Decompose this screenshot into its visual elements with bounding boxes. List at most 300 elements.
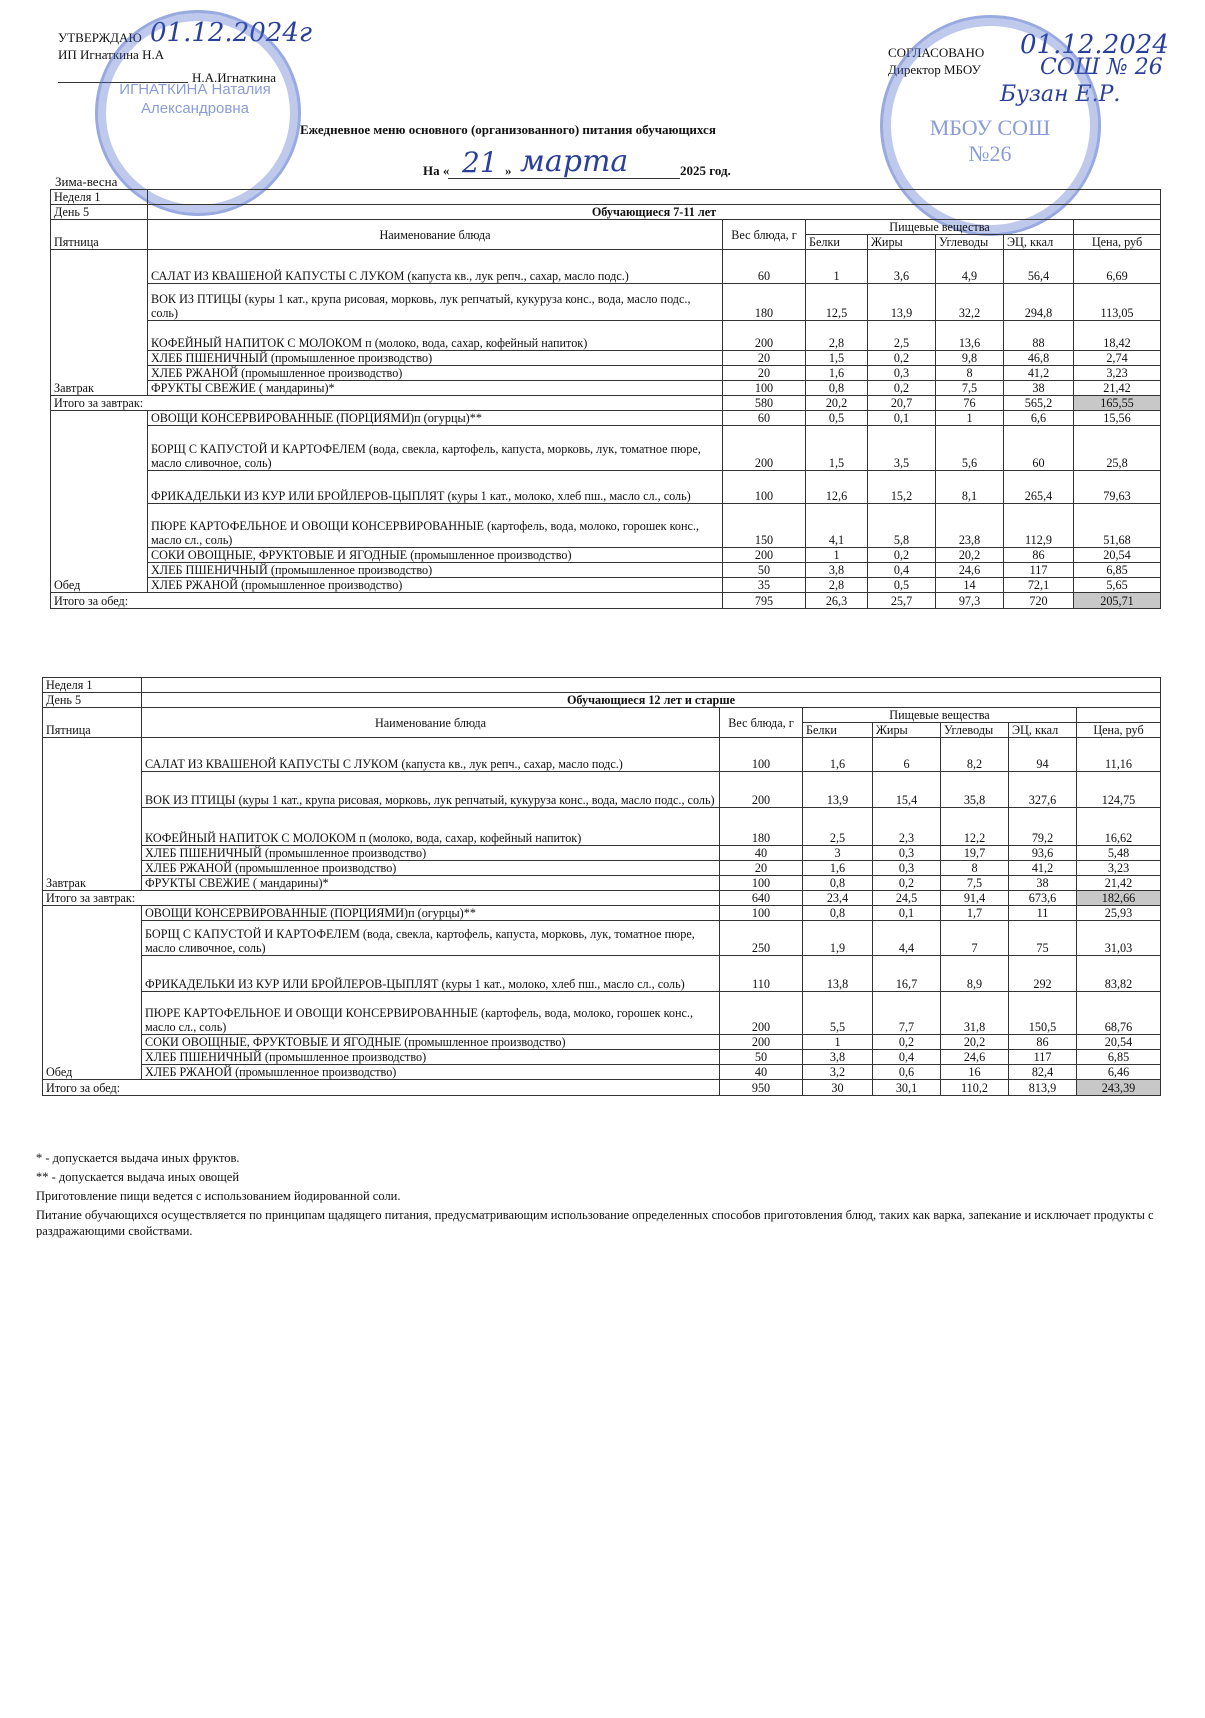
- breakfast-item-row: [43, 846, 1161, 861]
- fat-cell: 0,2: [873, 876, 941, 891]
- energy-cell: 117: [1009, 1050, 1077, 1065]
- carbs-cell: 110,2: [941, 1080, 1009, 1096]
- breakfast-item-row: [51, 284, 1161, 321]
- fat-cell: 4,4: [873, 921, 941, 956]
- lunch-item-row: [43, 1035, 1161, 1050]
- protein-cell: 3: [803, 846, 873, 861]
- weight-cell: 40: [720, 1065, 803, 1080]
- date-mid: »: [505, 163, 512, 178]
- price-cell: 113,05: [1074, 284, 1161, 321]
- carbs-column-header: Углеводы: [936, 235, 1004, 250]
- approve-left-sign: Н.А.Игнаткина: [192, 70, 277, 85]
- breakfast-item-row: [51, 381, 1161, 396]
- fat-cell: 15,2: [868, 471, 936, 504]
- carbs-cell: 91,4: [941, 891, 1009, 906]
- price-cell: 165,55: [1074, 396, 1161, 411]
- date-day: 21: [462, 146, 498, 179]
- fat-cell: 7,7: [873, 992, 941, 1035]
- price-cell: 79,63: [1074, 471, 1161, 504]
- breakfast-item-row: [51, 351, 1161, 366]
- weight-cell: 100: [720, 906, 803, 921]
- page-title: Ежедневное меню основного (организованного) питания обучающихся: [300, 122, 716, 137]
- dish-name: ВОК ИЗ ПТИЦЫ (куры 1 кат., крупа рисовая, морковь, лук репчатый, кукуруза конс., вода, масло подс., соль): [148, 284, 723, 321]
- carbs-cell: 14: [936, 578, 1004, 593]
- protein-cell: 2,8: [806, 321, 868, 351]
- price-cell: 11,16: [1077, 738, 1161, 772]
- weight-cell: 20: [723, 351, 806, 366]
- carbs-cell: 9,8: [936, 351, 1004, 366]
- approve-right-handwritten-sign: Бузан Е.Р.: [1000, 82, 1121, 107]
- energy-cell: 82,4: [1009, 1065, 1077, 1080]
- breakfast-total-row: [43, 891, 1161, 906]
- name-column-header: Наименование блюда: [142, 708, 720, 738]
- fat-cell: 0,1: [873, 906, 941, 921]
- dish-name: ХЛЕБ ПШЕНИЧНЫЙ (промышленное производство): [142, 846, 720, 861]
- energy-cell: 292: [1009, 956, 1077, 992]
- carbs-cell: 32,2: [936, 284, 1004, 321]
- energy-cell: 265,4: [1004, 471, 1074, 504]
- fat-cell: 0,2: [868, 381, 936, 396]
- dish-name: БОРЩ С КАПУСТОЙ И КАРТОФЕЛЕМ (вода, свекла, картофель, капуста, морковь, лук, томатное пюре, масло сливочное, соль): [142, 921, 720, 956]
- carbs-cell: 19,7: [941, 846, 1009, 861]
- fat-cell: 0,3: [868, 366, 936, 381]
- lunch-label: Обед: [43, 906, 142, 1080]
- weight-cell: 20: [720, 861, 803, 876]
- lunch-total-label: Итого за обед:: [51, 593, 723, 609]
- protein-cell: 13,8: [803, 956, 873, 992]
- energy-column-header: ЭЦ, ккал: [1004, 235, 1074, 250]
- carbs-cell: 8,9: [941, 956, 1009, 992]
- fat-cell: 5,8: [868, 504, 936, 548]
- footnote-vegetables: ** - допускается выдача иных овощей: [36, 1170, 240, 1184]
- price-cell: 5,65: [1074, 578, 1161, 593]
- breakfast-item-row: [43, 772, 1161, 808]
- fat-cell: 16,7: [873, 956, 941, 992]
- lunch-item-row: [51, 563, 1161, 578]
- weight-cell: 250: [720, 921, 803, 956]
- breakfast-item-row: [51, 366, 1161, 381]
- weight-cell: 100: [723, 381, 806, 396]
- breakfast-item-row: [43, 861, 1161, 876]
- approve-left-org: ИП Игнаткина Н.А: [58, 47, 165, 62]
- weight-cell: 150: [723, 504, 806, 548]
- lunch-item-row: [43, 1065, 1161, 1080]
- carbs-cell: 8: [941, 861, 1009, 876]
- dish-name: ХЛЕБ РЖАНОЙ (промышленное производство): [148, 366, 723, 381]
- weight-cell: 950: [720, 1080, 803, 1096]
- price-cell: 5,48: [1077, 846, 1161, 861]
- dish-name: КОФЕЙНЫЙ НАПИТОК С МОЛОКОМ п (молоко, вода, сахар, кофейный напиток): [148, 321, 723, 351]
- fat-cell: 0,2: [868, 548, 936, 563]
- dish-name: ПЮРЕ КАРТОФЕЛЬНОЕ И ОВОЩИ КОНСЕРВИРОВАННЫЕ (картофель, вода, молоко, горошек конс., масло сл., соль): [142, 992, 720, 1035]
- breakfast-total-label: Итого за завтрак:: [51, 396, 723, 411]
- breakfast-total-row: [51, 396, 1161, 411]
- breakfast-total-label: Итого за завтрак:: [43, 891, 720, 906]
- dish-name: ФРУКТЫ СВЕЖИЕ ( мандарины)*: [148, 381, 723, 396]
- dish-name: СОКИ ОВОЩНЫЕ, ФРУКТОВЫЕ И ЯГОДНЫЕ (промышленное производство): [148, 548, 723, 563]
- weight-cell: 795: [723, 593, 806, 609]
- weight-cell: 200: [720, 772, 803, 808]
- protein-cell: 3,2: [803, 1065, 873, 1080]
- energy-cell: 93,6: [1009, 846, 1077, 861]
- day-label: День 5: [51, 205, 148, 220]
- left-seal-text: ИГНАТКИНА Наталия Александровна: [119, 81, 271, 117]
- protein-column-header: Белки: [806, 235, 868, 250]
- carbs-cell: 7,5: [941, 876, 1009, 891]
- weight-cell: 60: [723, 411, 806, 426]
- breakfast-item-row: [43, 808, 1161, 846]
- price-cell: 18,42: [1074, 321, 1161, 351]
- header-row-1: [43, 708, 1161, 723]
- carbs-cell: 5,6: [936, 426, 1004, 471]
- price-cell: 243,39: [1077, 1080, 1161, 1096]
- right-seal-text: МБОУ СОШ №26: [929, 115, 1051, 166]
- price-cell: 20,54: [1077, 1035, 1161, 1050]
- energy-cell: 720: [1004, 593, 1074, 609]
- dish-name: ХЛЕБ ПШЕНИЧНЫЙ (промышленное производство): [148, 563, 723, 578]
- week-label: Неделя 1: [43, 678, 142, 693]
- weight-cell: 100: [720, 876, 803, 891]
- protein-column-header: Белки: [803, 723, 873, 738]
- season-label: Зима-весна: [55, 174, 118, 189]
- price-cell: 21,42: [1074, 381, 1161, 396]
- header-row-1: [51, 220, 1161, 235]
- lunch-item-row: [43, 992, 1161, 1035]
- lunch-item-row: [51, 471, 1161, 504]
- fat-cell: 6: [873, 738, 941, 772]
- price-cell: 68,76: [1077, 992, 1161, 1035]
- price-cell: 25,8: [1074, 426, 1161, 471]
- breakfast-label: Завтрак: [51, 250, 148, 396]
- price-cell: 6,85: [1077, 1050, 1161, 1065]
- footnote-iodized-salt: Приготовление пищи ведется с использованием йодированной соли.: [36, 1189, 401, 1203]
- energy-cell: 88: [1004, 321, 1074, 351]
- fat-cell: 3,6: [868, 250, 936, 284]
- carbs-cell: 8,2: [941, 738, 1009, 772]
- weight-cell: 200: [720, 992, 803, 1035]
- carbs-cell: 1,7: [941, 906, 1009, 921]
- weight-cell: 200: [723, 426, 806, 471]
- price-cell: 16,62: [1077, 808, 1161, 846]
- dish-name: ФРИКАДЕЛЬКИ ИЗ КУР ИЛИ БРОЙЛЕРОВ-ЦЫПЛЯТ (куры 1 кат., молоко, хлеб пш., масло сл., соль): [148, 471, 723, 504]
- week-row: [43, 678, 1161, 693]
- protein-cell: 5,5: [803, 992, 873, 1035]
- weight-cell: 200: [720, 1035, 803, 1050]
- protein-cell: 0,5: [806, 411, 868, 426]
- carbs-cell: 8: [936, 366, 1004, 381]
- fat-cell: 0,1: [868, 411, 936, 426]
- energy-column-header: ЭЦ, ккал: [1009, 723, 1077, 738]
- energy-cell: 75: [1009, 921, 1077, 956]
- week-label: Неделя 1: [51, 190, 148, 205]
- menu-table-7-11: [50, 189, 1161, 609]
- protein-cell: 1,5: [806, 351, 868, 366]
- energy-cell: 294,8: [1004, 284, 1074, 321]
- weekday-label: Пятница: [51, 220, 148, 250]
- weight-cell: 40: [720, 846, 803, 861]
- protein-cell: 1: [806, 250, 868, 284]
- energy-cell: 6,6: [1004, 411, 1074, 426]
- carbs-cell: 1: [936, 411, 1004, 426]
- blank-cell: [1077, 708, 1161, 723]
- fat-cell: 3,5: [868, 426, 936, 471]
- energy-cell: 60: [1004, 426, 1074, 471]
- date-suffix: 2025 год.: [680, 163, 731, 178]
- dish-name: БОРЩ С КАПУСТОЙ И КАРТОФЕЛЕМ (вода, свекла, картофель, капуста, морковь, лук, томатное пюре, масло сливочное, соль): [148, 426, 723, 471]
- carbs-cell: 8,1: [936, 471, 1004, 504]
- fat-cell: 15,4: [873, 772, 941, 808]
- price-cell: 83,82: [1077, 956, 1161, 992]
- group-row: [43, 693, 1161, 708]
- dish-name: ФРУКТЫ СВЕЖИЕ ( мандарины)*: [142, 876, 720, 891]
- fat-cell: 2,3: [873, 808, 941, 846]
- name-column-header: Наименование блюда: [148, 220, 723, 250]
- price-cell: 6,46: [1077, 1065, 1161, 1080]
- weight-cell: 200: [723, 321, 806, 351]
- fat-cell: 0,2: [873, 1035, 941, 1050]
- carbs-cell: 20,2: [941, 1035, 1009, 1050]
- carbs-column-header: Углеводы: [941, 723, 1009, 738]
- protein-cell: 26,3: [806, 593, 868, 609]
- energy-cell: 41,2: [1004, 366, 1074, 381]
- dish-name: ОВОЩИ КОНСЕРВИРОВАННЫЕ (ПОРЦИЯМИ)п (огурцы)**: [148, 411, 723, 426]
- weight-cell: 50: [720, 1050, 803, 1065]
- lunch-item-row: [43, 921, 1161, 956]
- energy-cell: 38: [1009, 876, 1077, 891]
- energy-cell: 56,4: [1004, 250, 1074, 284]
- protein-cell: 2,5: [803, 808, 873, 846]
- protein-cell: 2,8: [806, 578, 868, 593]
- blank-cell: [148, 190, 1161, 205]
- footnote-fruits: * - допускается выдача иных фруктов.: [36, 1151, 240, 1165]
- carbs-cell: 97,3: [936, 593, 1004, 609]
- weight-cell: 580: [723, 396, 806, 411]
- energy-cell: 112,9: [1004, 504, 1074, 548]
- breakfast-item-row: [51, 250, 1161, 284]
- price-column-header: Цена, руб: [1074, 235, 1161, 250]
- protein-cell: 20,2: [806, 396, 868, 411]
- fat-cell: 13,9: [868, 284, 936, 321]
- blank-cell: [1074, 220, 1161, 235]
- footnote-diet-principles: Питание обучающихся осуществляется по принципам щадящего питания, предусматривающим использование определенных способов приготовления блюд, таких как варка, запекание и исключает продукты с раздражающими свойствами.: [36, 1208, 1154, 1238]
- energy-cell: 46,8: [1004, 351, 1074, 366]
- blank-cell: [142, 678, 1161, 693]
- price-cell: 6,85: [1074, 563, 1161, 578]
- fat-cell: 0,4: [873, 1050, 941, 1065]
- lunch-item-row: [51, 578, 1161, 593]
- dish-name: ФРИКАДЕЛЬКИ ИЗ КУР ИЛИ БРОЙЛЕРОВ-ЦЫПЛЯТ (куры 1 кат., молоко, хлеб пш., масло сл., соль): [142, 956, 720, 992]
- protein-cell: 0,8: [803, 906, 873, 921]
- approve-left-heading: УТВЕРЖДАЮ: [58, 30, 142, 45]
- protein-cell: 4,1: [806, 504, 868, 548]
- lunch-total-label: Итого за обед:: [43, 1080, 720, 1096]
- protein-cell: 30: [803, 1080, 873, 1096]
- energy-cell: 673,6: [1009, 891, 1077, 906]
- dish-name: ОВОЩИ КОНСЕРВИРОВАННЫЕ (ПОРЦИЯМИ)п (огурцы)**: [142, 906, 720, 921]
- weight-cell: 100: [723, 471, 806, 504]
- lunch-item-row: [51, 548, 1161, 563]
- group-title: Обучающиеся 12 лет и старше: [142, 693, 1161, 708]
- carbs-cell: 31,8: [941, 992, 1009, 1035]
- weekday-label: Пятница: [43, 708, 142, 738]
- carbs-cell: 35,8: [941, 772, 1009, 808]
- dish-name: ХЛЕБ РЖАНОЙ (промышленное производство): [142, 1065, 720, 1080]
- dish-name: КОФЕЙНЫЙ НАПИТОК С МОЛОКОМ п (молоко, вода, сахар, кофейный напиток): [142, 808, 720, 846]
- weight-column-header: Вес блюда, г: [723, 220, 806, 250]
- carbs-cell: 24,6: [936, 563, 1004, 578]
- energy-cell: 94: [1009, 738, 1077, 772]
- day-label: День 5: [43, 693, 142, 708]
- lunch-label: Обед: [51, 411, 148, 593]
- protein-cell: 0,8: [806, 381, 868, 396]
- nutrients-column-header: Пищевые вещества: [806, 220, 1074, 235]
- dish-name: САЛАТ ИЗ КВАШЕНОЙ КАПУСТЫ С ЛУКОМ (капуста кв., лук репч., сахар, масло подс.): [142, 738, 720, 772]
- breakfast-label: Завтрак: [43, 738, 142, 891]
- fat-cell: 25,7: [868, 593, 936, 609]
- protein-cell: 23,4: [803, 891, 873, 906]
- fat-cell: 20,7: [868, 396, 936, 411]
- lunch-item-row: [51, 504, 1161, 548]
- carbs-cell: 24,6: [941, 1050, 1009, 1065]
- dish-name: САЛАТ ИЗ КВАШЕНОЙ КАПУСТЫ С ЛУКОМ (капуста кв., лук репч., сахар, масло подс.): [148, 250, 723, 284]
- energy-cell: 38: [1004, 381, 1074, 396]
- energy-cell: 41,2: [1009, 861, 1077, 876]
- weight-cell: 200: [723, 548, 806, 563]
- dish-name: ХЛЕБ ПШЕНИЧНЫЙ (промышленное производство): [142, 1050, 720, 1065]
- protein-cell: 1: [803, 1035, 873, 1050]
- price-cell: 205,71: [1074, 593, 1161, 609]
- dish-name: ХЛЕБ РЖАНОЙ (промышленное производство): [142, 861, 720, 876]
- carbs-cell: 76: [936, 396, 1004, 411]
- price-cell: 15,56: [1074, 411, 1161, 426]
- protein-cell: 13,9: [803, 772, 873, 808]
- lunch-item-row: [43, 1050, 1161, 1065]
- protein-cell: 3,8: [806, 563, 868, 578]
- date-prefix: На «: [423, 163, 450, 178]
- carbs-cell: 7,5: [936, 381, 1004, 396]
- weight-column-header: Вес блюда, г: [720, 708, 803, 738]
- weight-cell: 60: [723, 250, 806, 284]
- group-row: [51, 205, 1161, 220]
- protein-cell: 0,8: [803, 876, 873, 891]
- price-cell: 6,69: [1074, 250, 1161, 284]
- weight-cell: 20: [723, 366, 806, 381]
- dish-name: ПЮРЕ КАРТОФЕЛЬНОЕ И ОВОЩИ КОНСЕРВИРОВАННЫЕ (картофель, вода, молоко, горошек конс., масло сл., соль): [148, 504, 723, 548]
- lunch-item-row: [51, 411, 1161, 426]
- approve-right-heading: СОГЛАСОВАНО: [888, 45, 985, 60]
- dish-name: ХЛЕБ РЖАНОЙ (промышленное производство): [148, 578, 723, 593]
- protein-cell: 12,5: [806, 284, 868, 321]
- energy-cell: 86: [1009, 1035, 1077, 1050]
- carbs-cell: 16: [941, 1065, 1009, 1080]
- protein-cell: 1,9: [803, 921, 873, 956]
- energy-cell: 79,2: [1009, 808, 1077, 846]
- breakfast-item-row: [51, 321, 1161, 351]
- price-cell: 2,74: [1074, 351, 1161, 366]
- price-cell: 3,23: [1077, 861, 1161, 876]
- price-cell: 124,75: [1077, 772, 1161, 808]
- weight-cell: 35: [723, 578, 806, 593]
- price-cell: 21,42: [1077, 876, 1161, 891]
- weight-cell: 180: [720, 808, 803, 846]
- approve-right-org: Директор МБОУ: [888, 62, 981, 77]
- energy-cell: 72,1: [1004, 578, 1074, 593]
- price-cell: 3,23: [1074, 366, 1161, 381]
- nutrients-column-header: Пищевые вещества: [803, 708, 1077, 723]
- fat-column-header: Жиры: [873, 723, 941, 738]
- approve-left-handwritten-date: 01.12.2024г: [150, 18, 313, 48]
- protein-cell: 1,6: [803, 738, 873, 772]
- energy-cell: 11: [1009, 906, 1077, 921]
- energy-cell: 813,9: [1009, 1080, 1077, 1096]
- protein-cell: 1,6: [803, 861, 873, 876]
- fat-cell: 0,3: [873, 846, 941, 861]
- fat-cell: 0,6: [873, 1065, 941, 1080]
- dish-name: ХЛЕБ ПШЕНИЧНЫЙ (промышленное производство): [148, 351, 723, 366]
- weight-cell: 50: [723, 563, 806, 578]
- carbs-cell: 12,2: [941, 808, 1009, 846]
- price-cell: 25,93: [1077, 906, 1161, 921]
- carbs-cell: 13,6: [936, 321, 1004, 351]
- protein-cell: 1: [806, 548, 868, 563]
- energy-cell: 565,2: [1004, 396, 1074, 411]
- price-column-header: Цена, руб: [1077, 723, 1161, 738]
- weight-cell: 100: [720, 738, 803, 772]
- fat-cell: 0,3: [873, 861, 941, 876]
- lunch-item-row: [43, 956, 1161, 992]
- price-cell: 182,66: [1077, 891, 1161, 906]
- approve-right-handwritten-date: 01.12.2024: [1020, 30, 1169, 60]
- energy-cell: 117: [1004, 563, 1074, 578]
- fat-column-header: Жиры: [868, 235, 936, 250]
- fat-cell: 0,2: [868, 351, 936, 366]
- breakfast-item-row: [43, 876, 1161, 891]
- fat-cell: 30,1: [873, 1080, 941, 1096]
- lunch-total-row: [43, 1080, 1161, 1096]
- carbs-cell: 23,8: [936, 504, 1004, 548]
- carbs-cell: 4,9: [936, 250, 1004, 284]
- price-cell: 20,54: [1074, 548, 1161, 563]
- carbs-cell: 7: [941, 921, 1009, 956]
- energy-cell: 150,5: [1009, 992, 1077, 1035]
- date-underline: [448, 178, 680, 179]
- energy-cell: 86: [1004, 548, 1074, 563]
- breakfast-item-row: [43, 738, 1161, 772]
- date-month: марта: [520, 144, 629, 179]
- price-cell: 31,03: [1077, 921, 1161, 956]
- protein-cell: 12,6: [806, 471, 868, 504]
- group-title: Обучающиеся 7-11 лет: [148, 205, 1161, 220]
- dish-name: ВОК ИЗ ПТИЦЫ (куры 1 кат., крупа рисовая, морковь, лук репчатый, кукуруза конс., вода, масло подс., соль): [142, 772, 720, 808]
- weight-cell: 180: [723, 284, 806, 321]
- weight-cell: 110: [720, 956, 803, 992]
- price-cell: 51,68: [1074, 504, 1161, 548]
- fat-cell: 0,4: [868, 563, 936, 578]
- fat-cell: 2,5: [868, 321, 936, 351]
- week-row: [51, 190, 1161, 205]
- lunch-item-row: [43, 906, 1161, 921]
- protein-cell: 1,5: [806, 426, 868, 471]
- carbs-cell: 20,2: [936, 548, 1004, 563]
- protein-cell: 3,8: [803, 1050, 873, 1065]
- menu-table-12-plus: [42, 677, 1161, 1096]
- fat-cell: 0,5: [868, 578, 936, 593]
- fat-cell: 24,5: [873, 891, 941, 906]
- protein-cell: 1,6: [806, 366, 868, 381]
- weight-cell: 640: [720, 891, 803, 906]
- dish-name: СОКИ ОВОЩНЫЕ, ФРУКТОВЫЕ И ЯГОДНЫЕ (промышленное производство): [142, 1035, 720, 1050]
- lunch-item-row: [51, 426, 1161, 471]
